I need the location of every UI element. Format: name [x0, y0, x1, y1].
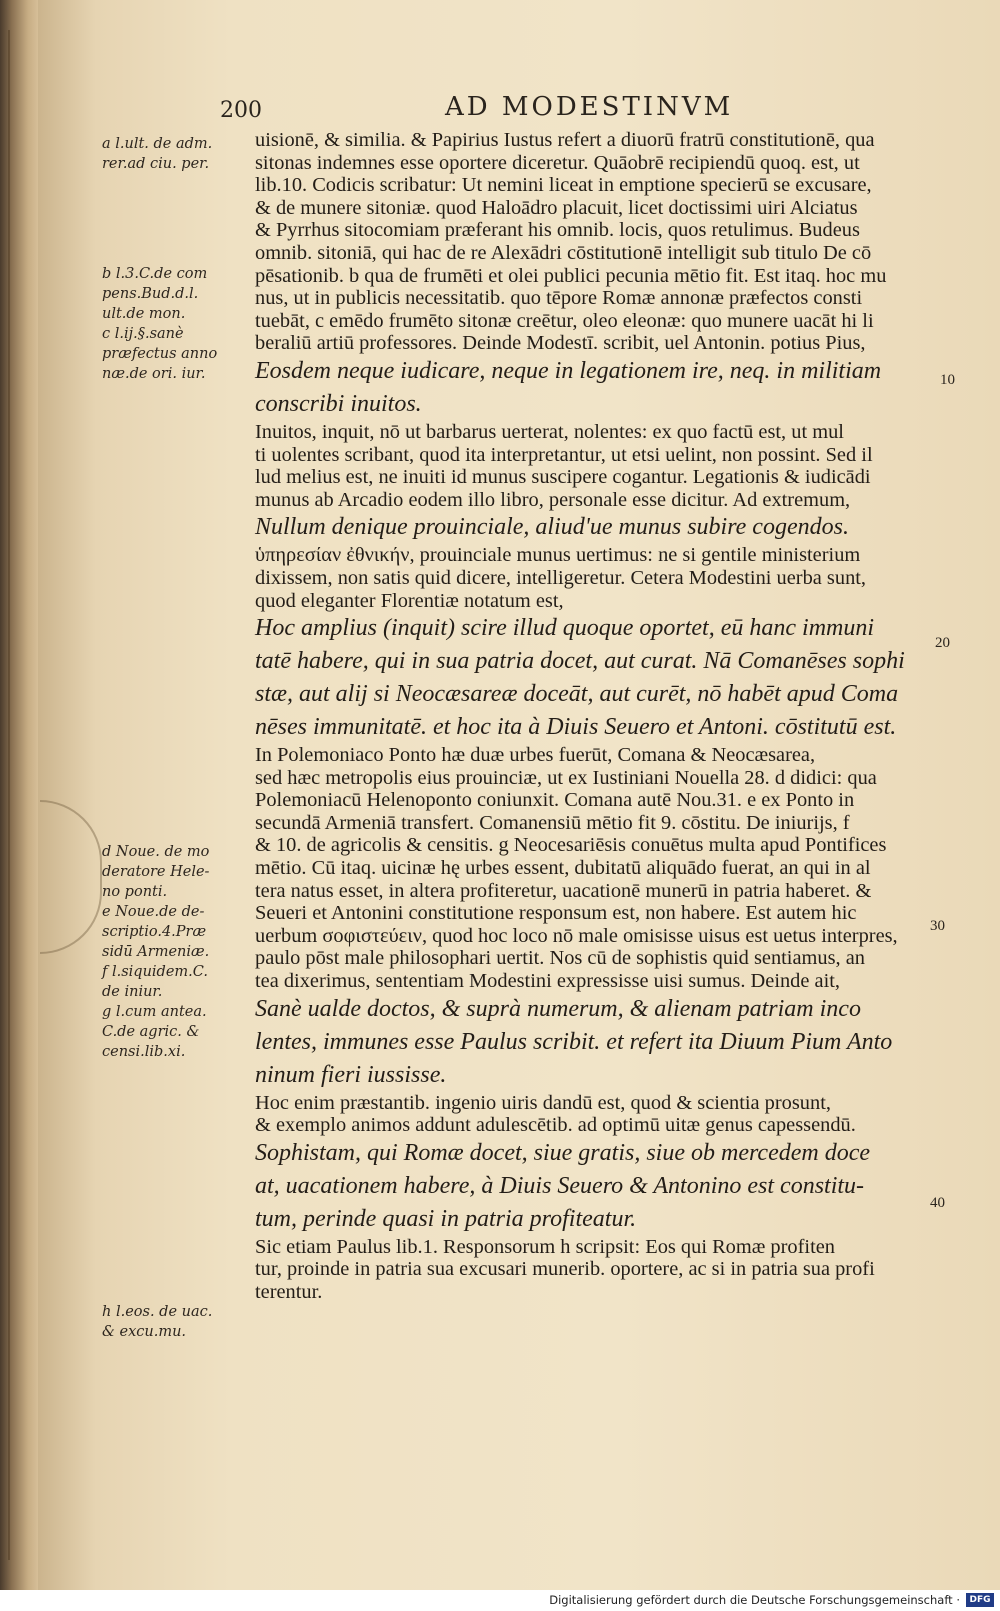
line-number: 30 — [930, 918, 945, 934]
margin-note: & excu.mu. — [102, 1324, 187, 1340]
quoted-text-line: Sophistam, qui Romæ docet, siue gratis, siue ob mercedem doce — [255, 1139, 871, 1166]
text-line: omnib. sitoniā, qui hac de re Alexādri cōstitutionē intelligit sub titulo De cō — [255, 241, 872, 264]
margin-note: d Noue. de mo — [102, 844, 210, 860]
margin-note: de iniur. — [102, 984, 163, 1000]
margin-note: censi.lib.xi. — [102, 1044, 186, 1060]
text-line: mētio. Cū itaq. uicinæ hę urbes essent, dubitatū aliquādo fuerat, an qui in al — [255, 857, 871, 880]
margin-note: scriptio.4.Præ — [102, 924, 207, 940]
text-line: & de munere sitoniæ. quod Haloādro placuit, licet doctissimi uiri Alciatus — [255, 196, 858, 219]
text-line: sitonas indemnes esse oportere diceretur. Quāobrē recipiendū quoq. est, ut — [255, 151, 860, 174]
quoted-text-line: tatē habere, qui in sua patria docet, aut curat. Nā Comanēses sophi — [255, 648, 905, 675]
text-line: lib.10. Codicis scribatur: Ut nemini liceat in emptione specierū se excusare, — [255, 174, 872, 197]
text-line: ὑπηρεσίαν ἐθνικήν, prouinciale munus uertimus: ne si gentile ministerium — [255, 544, 861, 567]
running-head: AD MODESTINVM — [445, 92, 734, 122]
text-line: & exemplo animos addunt adulescētib. ad optimū uitæ genus capessendū. — [255, 1114, 856, 1137]
quoted-text-line: Sanè ualde doctos, & suprà numerum, & alienam patriam inco — [255, 995, 861, 1022]
margin-note: f l.siquidem.C. — [102, 964, 208, 980]
text-line: tuebāt, c emēdo frumēto sitonæ creētur, oleo eleonæ: quo munere uacāt hi li — [255, 309, 874, 332]
line-number: 40 — [930, 1195, 945, 1211]
text-line: secundā Armeniā transfert. Comanensiū mētio fit 9. cōstitu. De iniurijs, f — [255, 811, 850, 834]
margin-note: h l.eos. de uac. — [102, 1304, 213, 1320]
line-number: 20 — [935, 635, 950, 651]
margin-note: sidū Armeniæ. — [102, 944, 210, 960]
margin-note: næ.de ori. iur. — [102, 366, 206, 382]
funding-credit: Digitalisierung gefördert durch die Deutsche Forschungsgemeinschaft · — [549, 1593, 960, 1607]
body-text — [255, 129, 935, 1304]
text-line: quod eleganter Florentiæ notatum est, — [255, 589, 564, 612]
quoted-text-line: lentes, immunes esse Paulus scribit. et refert ita Diuum Pium Anto — [255, 1028, 893, 1055]
text-line: dixissem, non satis quid dicere, intelligeretur. Cetera Modestini uerba sunt, — [255, 566, 867, 589]
text-line: munus ab Arcadio eodem illo libro, personale esse dicitur. Ad extremum, — [255, 488, 851, 511]
page-number: 200 — [220, 98, 262, 123]
text-line: Seueri et Antonini constitutione responsum est, non habere. Est autem hic — [255, 902, 857, 925]
text-line: Hoc enim præstantib. ingenio uiris dandū est, quod & scientia prosunt, — [255, 1091, 831, 1114]
margin-note: e Noue.de de- — [102, 904, 205, 920]
margin-note: g l.cum antea. — [102, 1004, 207, 1020]
margin-note: b l.3.C.de com — [102, 266, 208, 282]
text-line: lud melius est, ne inuiti id munus suscipere cogantur. Legationis & iudicādi — [255, 466, 871, 489]
text-line: terentur. — [255, 1281, 323, 1303]
text-line: nus, ut in publicis necessitatib. quo tēpore Romæ annonæ præfectos consti — [255, 287, 863, 310]
quoted-text-line: stæ, aut alij si Neocæsareæ doceāt, aut curēt, nō habēt apud Coma — [255, 681, 899, 708]
margin-note: ult.de mon. — [102, 306, 186, 322]
text-line: & 10. de agricolis & censitis. g Neocesariēsis conuētus multa apud Pontifices — [255, 834, 887, 857]
text-line: pēsationib. b qua de frumēti et olei publici pecunia mētio fit. Est itaq. hoc mu — [255, 264, 887, 287]
quoted-text-line: Nullum denique prouinciale, aliud'ue munus subire cogendos. — [255, 514, 849, 541]
margin-notes-b — [102, 264, 232, 384]
margin-note: a l.ult. de adm. — [102, 136, 213, 152]
book-edge — [0, 0, 40, 1590]
text-line: uisionē, & similia. & Papirius Iustus refert a diuorū fratrū constitutionē, qua — [255, 129, 875, 151]
text-line: sed hæc metropolis eius prouinciæ, ut ex Iustiniani Nouella 28. d didici: qua — [255, 766, 877, 789]
text-line: tur, proinde in patria sua excusari munerib. oportere, ac si in patria sua profi — [255, 1258, 875, 1281]
margin-note: deratore Hele- — [102, 864, 210, 880]
margin-notes-a — [102, 134, 232, 174]
quoted-text-line: ninum fieri iussisse. — [255, 1061, 447, 1088]
text-line: tea dixerimus, sententiam Modestini expressisse uisi sumus. Deinde ait, — [255, 970, 841, 993]
margin-notes-c — [102, 842, 232, 1062]
quoted-text-line: nēses immunitatē. et hoc ita à Diuis Seuero et Antoni. cōstitutū est. — [255, 714, 897, 741]
dfg-logo: DFG — [966, 1593, 994, 1607]
margin-notes-d — [102, 1302, 232, 1342]
text-line: uerbum σοφιστεύειν, quod hoc loco nō male omisisse uisus est uetus interpres, — [255, 924, 898, 947]
page-header — [220, 92, 940, 126]
text-line: tera natus esset, in altera profiteretur, uacationē munerū in patria haberet. & — [255, 879, 872, 902]
quoted-text-line: tum, perinde quasi in patria profiteatur. — [255, 1205, 637, 1232]
line-number: 10 — [940, 372, 955, 388]
quoted-text-line: Hoc amplius (inquit) scire illud quoque oportet, eū hanc immuni — [255, 615, 875, 642]
text-line: & Pyrrhus sitocomiam præferant his omnib. locis, quos retulimus. Budeus — [255, 219, 860, 242]
quoted-text-line: Eosdem neque iudicare, neque in legationem ire, neq. in militiam — [255, 357, 882, 384]
text-line: Sic etiam Paulus lib.1. Responsorum h scripsit: Eos qui Romæ profiten — [255, 1235, 835, 1258]
quoted-text-line: at, uacationem habere, à Diuis Seuero & Antonino est constitu- — [255, 1172, 865, 1199]
text-line: Inuitos, inquit, nō ut barbarus uerterat, nolentes: ex quo factū est, ut mul — [255, 420, 844, 443]
text-line: beraliū artiū professores. Deinde Modestī. scribit, uel Antonin. potius Pius, — [255, 332, 866, 355]
margin-note: rer.ad ciu. per. — [102, 156, 210, 172]
margin-note: c l.ij.§.sanè — [102, 326, 184, 342]
quoted-text-line: conscribi inuitos. — [255, 390, 422, 417]
text-line: In Polemoniaco Ponto hæ duæ urbes fuerūt, Comana & Neocæsarea, — [255, 744, 816, 767]
footer-bar — [0, 1590, 1000, 1611]
text-line: paulo pōst male philosophari uertit. Nos cū de sophistis quid sentiamus, an — [255, 947, 865, 970]
text-line: ti uolentes scribant, quod ita interpretantur, ut etsi uelint, non possint. Sed il — [255, 443, 873, 466]
text-line: Polemoniacū Helenoponto coniunxit. Comana autē Nou.31. e ex Ponto in — [255, 789, 855, 812]
margin-note: pens.Bud.d.l. — [102, 286, 199, 302]
margin-note: præfectus anno — [102, 346, 218, 362]
margin-note: no ponti. — [102, 884, 168, 900]
margin-note: C.de agric. & — [102, 1024, 200, 1040]
